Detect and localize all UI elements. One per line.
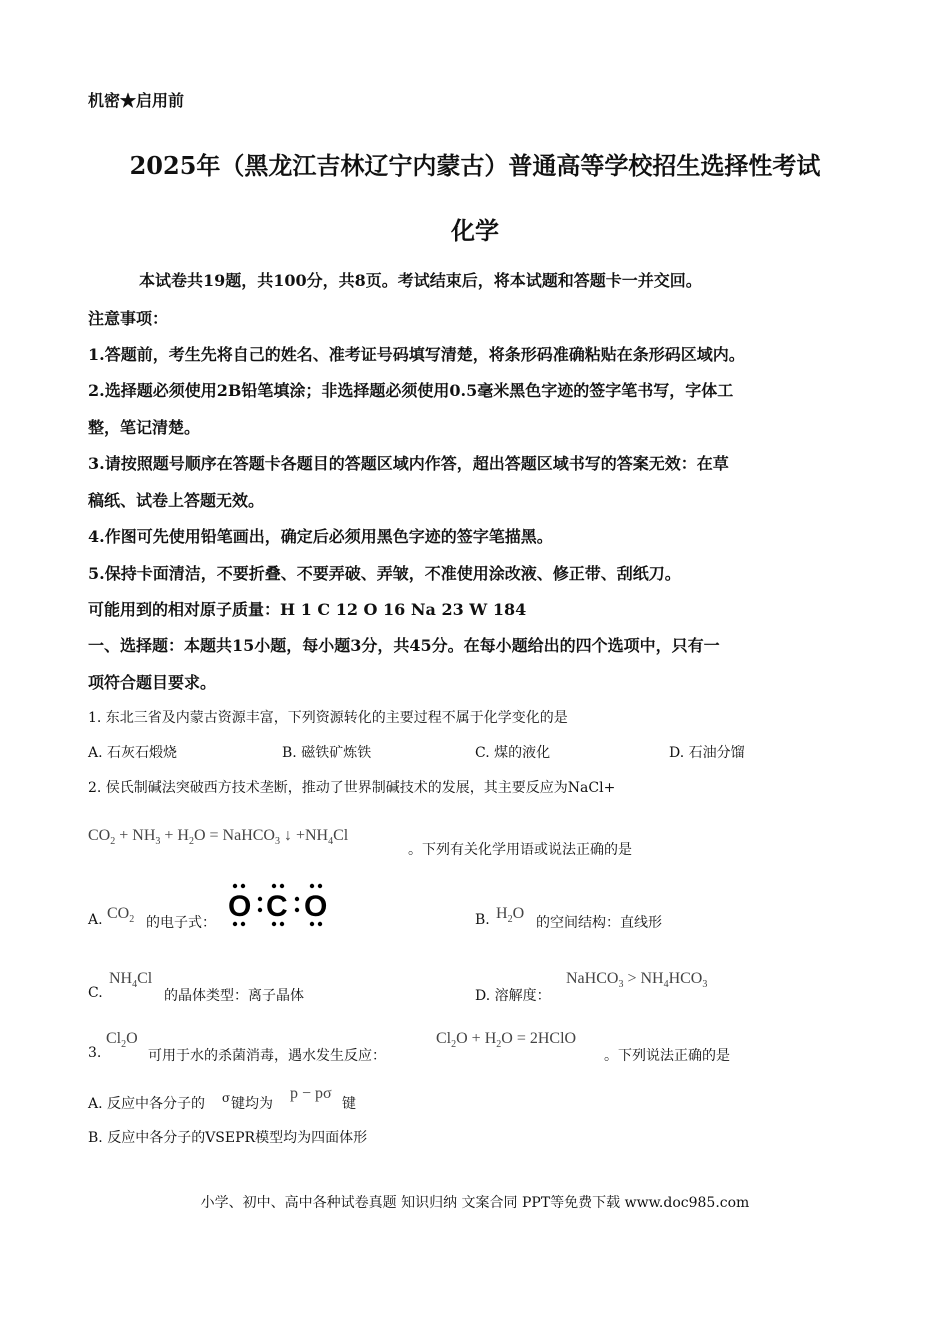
q2-option-c-prefix: C. bbox=[88, 985, 103, 1001]
q2-equation: $CO_2 + NH_3 + H_2O$ = NaHCO$_3$ ↓ $+NH_4Cl$ bbox=[88, 827, 349, 848]
q3-number: 3. bbox=[88, 1045, 102, 1061]
q2-solubility-comparison: NaHCO$_3$ > $NH_4HCO_3$ bbox=[566, 970, 708, 991]
q2-stem: 2. 侯氏制碱法突破西方技术垄断，推动了世界制碱技术的发展，其主要反应为NaCl+ bbox=[88, 780, 616, 796]
page-footer: 小学、初中、高中各种试卷真题 知识归纳 文案合同 PPT等免费下载 www.doc985.com bbox=[200, 1195, 750, 1211]
note-3: 3.请按照题号顺序在答题卡各题目的答题区域内作答，超出答题区域书写的答案无效：在草 bbox=[88, 454, 729, 473]
note-4: 4.作图可先使用铅笔画出，确定后必须用黑色字迹的签字笔描黑。 bbox=[88, 527, 553, 546]
note-5: 5.保持卡面清洁，不要折叠、不要弄破、弄皱，不准使用涂改液、修正带、刮纸刀。 bbox=[88, 564, 681, 583]
q2-nh4cl-formula: $NH_4Cl$ bbox=[109, 970, 153, 991]
q2-co2-formula: $CO_2$ bbox=[107, 905, 135, 926]
q3-option-b: B. 反应中各分子的VSEPR模型均为四面体形 bbox=[88, 1130, 368, 1146]
confidential-label: 机密★启用前 bbox=[88, 91, 185, 110]
q3-option-a-suffix: 键 bbox=[342, 1096, 356, 1112]
q2-option-a-suffix: 的电子式： bbox=[146, 915, 216, 931]
section-1-heading: 一、选择题：本题共15小题，每小题3分，共45分。在每小题给出的四个选项中，只有一 bbox=[88, 636, 720, 655]
lewis-carbon: C bbox=[266, 890, 288, 923]
co2-lewis-structure-icon bbox=[228, 880, 332, 930]
note-2: 2.选择题必须使用2B铅笔填涂；非选择题必须使用0.5毫米黑色字迹的签字笔书写，字体工 bbox=[88, 381, 734, 400]
q1-option-a: A. 石灰石煅烧 bbox=[88, 745, 178, 761]
note-2-cont: 整，笔记清楚。 bbox=[88, 418, 201, 437]
atomic-masses: 可能用到的相对原子质量：H 1 C 12 O 16 Na 23 W 184 bbox=[88, 600, 527, 619]
q3-cl2o-formula: $Cl_2O$ bbox=[106, 1030, 138, 1051]
q1-stem: 1. 东北三省及内蒙古资源丰富，下列资源转化的主要过程不属于化学变化的是 bbox=[88, 710, 568, 726]
note-3-cont: 稿纸、试卷上答题无效。 bbox=[88, 491, 265, 510]
exam-intro: 本试卷共19题，共100分，共8页。考试结束后，将本试题和答题卡一并交回。 bbox=[139, 271, 702, 290]
q2-option-b-suffix: 的空间结构：直线形 bbox=[536, 915, 662, 931]
q2-option-a-prefix: A. bbox=[88, 912, 103, 928]
q1-option-b: B. 磁铁矿炼铁 bbox=[282, 745, 372, 761]
section-1-heading-cont: 项符合题目要求。 bbox=[88, 673, 217, 692]
q2-h2o-formula: $H_2O$ bbox=[496, 905, 525, 926]
q3-equation: $Cl_2O + H_2O$ = 2HClO bbox=[436, 1030, 577, 1051]
q2-option-b-prefix: B. bbox=[475, 912, 490, 928]
subject-title: 化学 bbox=[451, 216, 499, 245]
lewis-oxygen-left: O bbox=[228, 890, 252, 923]
q3-p-p-sigma: p − pσ bbox=[290, 1085, 332, 1102]
q1-option-c: C. 煤的液化 bbox=[475, 745, 551, 761]
q3-sigma-symbol: σ bbox=[222, 1091, 231, 1105]
lewis-oxygen-right: O bbox=[304, 890, 328, 923]
q2-stem-tail: 。下列有关化学用语或说法正确的是 bbox=[408, 842, 632, 858]
notes-heading: 注意事项： bbox=[88, 309, 169, 328]
q1-option-d: D. 石油分馏 bbox=[669, 745, 745, 761]
q2-option-c-suffix: 的晶体类型：离子晶体 bbox=[164, 988, 304, 1004]
q3-option-a-mid: 键均为 bbox=[231, 1096, 273, 1112]
q3-stem-mid: 可用于水的杀菌消毒，遇水发生反应： bbox=[148, 1048, 386, 1064]
note-1: 1.答题前，考生先将自己的姓名、准考证号码填写清楚，将条形码准确粘贴在条形码区域内。 bbox=[88, 345, 745, 364]
q3-stem-tail: 。下列说法正确的是 bbox=[604, 1048, 730, 1064]
q2-option-d-prefix: D. 溶解度： bbox=[475, 988, 551, 1004]
q3-option-a-prefix: A. 反应中各分子的 bbox=[88, 1096, 206, 1112]
exam-title: 2025年（黑龙江吉林辽宁内蒙古）普通高等学校招生选择性考试 bbox=[129, 151, 821, 180]
